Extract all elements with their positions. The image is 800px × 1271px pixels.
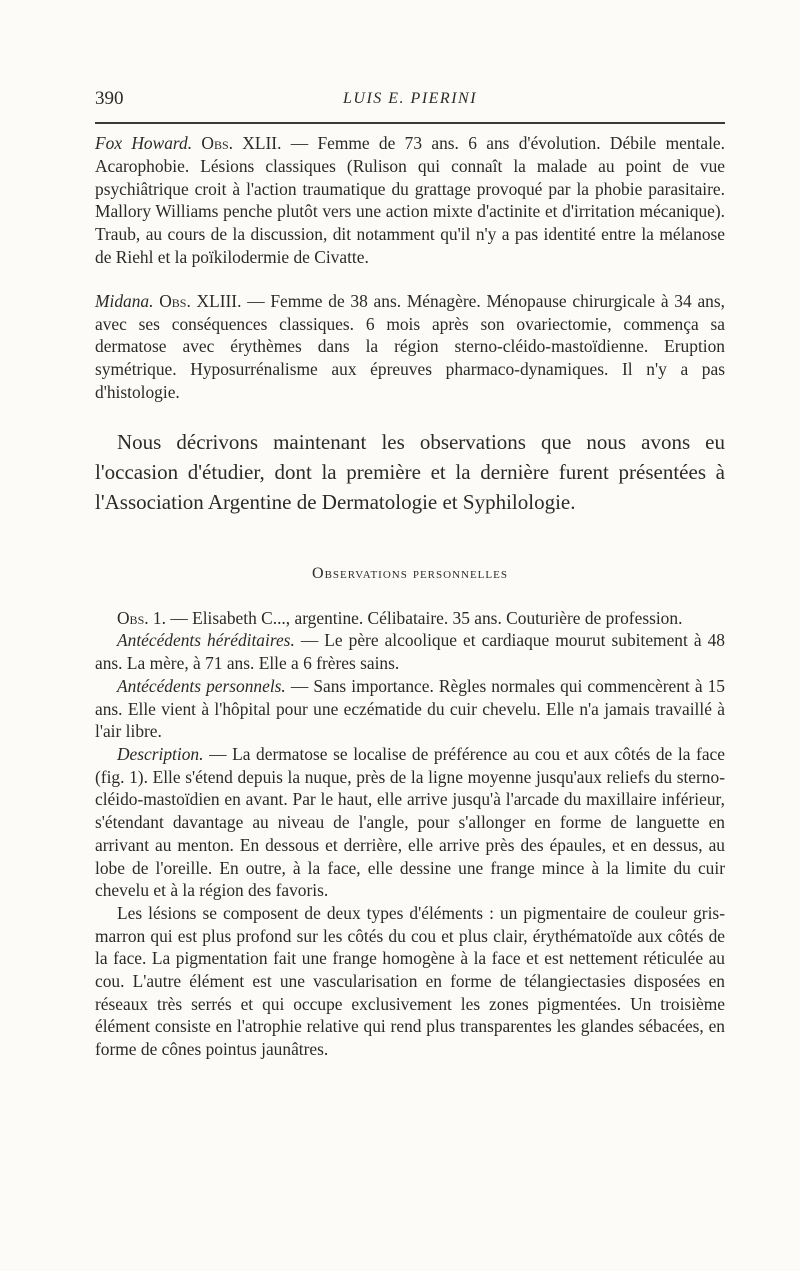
observation-43 — [95, 290, 725, 404]
personal-history — [95, 675, 725, 743]
hereditary-history — [95, 629, 725, 674]
observation-42 — [95, 132, 725, 269]
paragraph-text: — Le père alcoolique et cardiaque mourut subitement à 48 ans. La mère, à 71 ans. Elle a 6 frères sains. — [95, 630, 726, 674]
paragraph-lead: Antécédents héréditaires. — [117, 630, 295, 651]
observation-text: — Femme de 73 ans. 6 ans d'évolution. Débile mentale. Acarophobie. Lésions classiques (Rulison qui connaît la malade au point de vue psychiâtrique croit à l'action traumatique du grattage provoqué par la phobie parasitaire. Mallory Williams penche plutôt vers une action mixte d'actinite et d'irritation mécanique). Traub, au cours de la discussion, dit notamment qu'il n'y a pas identité entre la mélanose de Riehl et la poïkilodermie de Civatte. — [95, 133, 725, 267]
observation-text: — Elisabeth C..., argentine. Célibataire. 35 ans. Couturière de profession. — [165, 607, 683, 628]
lesions-paragraph: Les lésions se composent de deux types d'éléments : un pigmentaire de couleur gris-marron qui est plus profond sur les côtés du cou et plus clair, érythématoïde aux côtés de la face. La pigmentation fait une frange homogène à la face et est nettement réticulée au cou. L'autre élément est une vascularisation en forme de télangiectasies disposées en réseaux très serrés et qui occupe exclusivement les zones pigmentées. Un troisième élément consiste en l'atrophie relative qui rend plus transparentes les glandes sébacées, en forme de cônes pointus jaunâtres. — [95, 902, 725, 1060]
observation-author: Midana. — [95, 290, 154, 311]
document-page — [95, 88, 725, 1061]
paragraph-lead: Description. — [117, 743, 204, 764]
observation-label: Obs. XLIII. — [159, 290, 242, 311]
observation-author: Fox Howard. — [95, 133, 193, 153]
observation-text: — Femme de 38 ans. Ménagère. Ménopause chirurgicale à 34 ans, avec ses conséquences classiques. 6 mois après son ovariectomie, commença sa dermatose avec érythèmes dans la région sterno-cléido-mastoïdienne. Eruption symétrique. Hyposurrénalisme aux épreuves pharmaco-dynamiques. Il n'y a pas d'histologie. — [95, 290, 725, 402]
intro-paragraph: Nous décrivons maintenant les observations que nous avons eu l'occasion d'étudier, dont la première et la dernière furent présentées à l'Association Argentine de Dermatologie et Syphilologie. — [95, 429, 725, 514]
page-header — [95, 88, 725, 122]
observation-label: Obs. 1. — [117, 607, 166, 628]
paragraph-text: — La dermatose se localise de préférence au cou et aux côtés de la face (fig. 1). Elle s'étend depuis la nuque, près de la ligne moyenne jusqu'aux reliefs du sterno-cléido-mastoïdien en avant. Par le haut, elle arrive jusqu'à l'arcade du maxillaire inférieur, s'étendant davantage au niveau de l'angle, pour s'allonger en forme de languette en arrivant au menton. En dessous et derrière, elle arrive près des épaules, et en dessus, au lobe de l'oreille. En outre, à la face, elle dessine une frange mince à la limite du cuir chevelu et à la région des favoris. — [95, 743, 725, 901]
description-paragraph — [95, 743, 725, 902]
paragraph-lead: Antécédents personnels. — [117, 675, 286, 696]
observation-label: Obs. XLII. — [201, 133, 282, 153]
running-title: LUIS E. PIERINI — [342, 90, 478, 107]
page-number: 390 — [95, 88, 124, 109]
paragraph-text: — Sans importance. Règles normales qui commencèrent à 15 ans. Elle vient à l'hôpital pour une eczématide du cuir chevelu. Elle n'a jamais travaillé à l'air libre. — [95, 675, 725, 742]
header-rule — [95, 122, 725, 124]
observation-1 — [95, 607, 725, 630]
section-title: Observations personnelles — [312, 564, 508, 582]
